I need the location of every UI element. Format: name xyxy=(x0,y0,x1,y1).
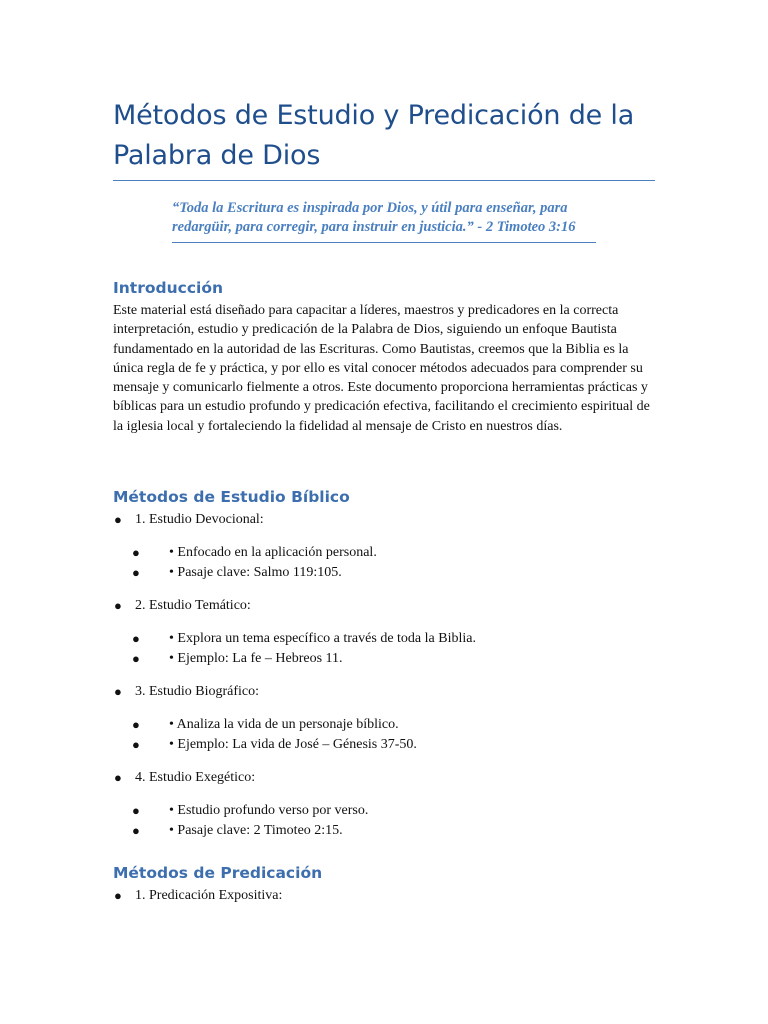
title-divider xyxy=(113,180,655,181)
list-item xyxy=(113,596,476,616)
list-spacer xyxy=(113,755,476,768)
preaching-methods-list xyxy=(113,886,282,906)
preaching-methods-heading: Métodos de Predicación xyxy=(113,864,323,882)
bullet-icon: ● xyxy=(114,598,122,613)
list-spacer xyxy=(113,669,476,682)
bullet-icon: ● xyxy=(114,512,122,527)
intro-heading: Introducción xyxy=(113,279,224,297)
document-title: Métodos de Estudio y Predicación de la Palabra de Dios xyxy=(113,100,635,171)
intro-paragraph: Este material está diseñado para capacitar a líderes, maestros y predicadores en la correcta interpretación, estudio y predicación de la Palabra de Dios, siguiendo un enfoque Bautista fundamentado en la autoridad de las Escrituras. Como Bautistas, creemos que la Biblia es la única regla de fe y práctica, y por ello es vital conocer métodos adecuados para comprender su mensaje y comunicarlo fielmente a otros. Este documento proporciona herramientas prácticas y bíblicas para un estudio profundo y predicación efectiva, facilitando el crecimiento espiritual de la iglesia local y fortaleciendo la fidelidad al mensaje de Cristo en nuestros días. xyxy=(113,303,650,434)
list-subitem xyxy=(113,543,476,563)
list-spacer xyxy=(113,788,476,801)
list-subitem-label: • Pasaje clave: Salmo 119:105. xyxy=(169,565,342,580)
list-subitem-label: • Explora un tema específico a través de toda la Biblia. xyxy=(169,631,476,646)
list-subitem xyxy=(113,715,476,735)
list-spacer xyxy=(113,616,476,629)
list-subitem-label: • Estudio profundo verso por verso. xyxy=(169,803,369,818)
bullet-icon: ● xyxy=(132,823,140,838)
bullet-icon: ● xyxy=(132,545,140,560)
list-item xyxy=(113,510,476,530)
bullet-icon: ● xyxy=(114,888,122,903)
list-subitem xyxy=(113,735,476,755)
list-item xyxy=(113,886,282,906)
list-subitem xyxy=(113,821,476,841)
list-spacer xyxy=(113,530,476,543)
list-subitem-label: • Pasaje clave: 2 Timoteo 2:15. xyxy=(169,823,343,838)
bullet-icon: ● xyxy=(114,684,122,699)
list-subitem xyxy=(113,649,476,669)
epigraph-quote: “Toda la Escritura es inspirada por Dios, y útil para enseñar, para redargüir, para corregir, para instruir en justicia.” - 2 Timoteo 3:16 xyxy=(172,200,576,235)
list-item-label: 4. Estudio Exegético: xyxy=(135,770,256,785)
list-subitem-label: • Ejemplo: La fe – Hebreos 11. xyxy=(169,651,343,666)
study-methods-list xyxy=(113,510,476,841)
list-subitem-label: • Analiza la vida de un personaje bíblico. xyxy=(169,717,399,732)
list-subitem-label: • Enfocado en la aplicación personal. xyxy=(169,545,377,560)
list-item-label: 2. Estudio Temático: xyxy=(135,598,251,613)
list-spacer xyxy=(113,702,476,715)
list-subitem-label: • Ejemplo: La vida de José – Génesis 37-50. xyxy=(169,737,417,752)
list-spacer xyxy=(113,583,476,596)
bullet-icon: ● xyxy=(132,631,140,646)
bullet-icon: ● xyxy=(132,717,140,732)
study-methods-heading: Métodos de Estudio Bíblico xyxy=(113,488,350,506)
list-subitem xyxy=(113,801,476,821)
quote-divider xyxy=(172,242,596,243)
list-subitem xyxy=(113,629,476,649)
list-subitem xyxy=(113,563,476,583)
bullet-icon: ● xyxy=(114,770,122,785)
bullet-icon: ● xyxy=(132,737,140,752)
list-item-label: 1. Predicación Expositiva: xyxy=(135,888,283,903)
bullet-icon: ● xyxy=(132,651,140,666)
list-item-label: 1. Estudio Devocional: xyxy=(135,512,264,527)
bullet-icon: ● xyxy=(132,803,140,818)
list-item xyxy=(113,768,476,788)
list-item-label: 3. Estudio Biográfico: xyxy=(135,684,260,699)
list-item xyxy=(113,682,476,702)
bullet-icon: ● xyxy=(132,565,140,580)
